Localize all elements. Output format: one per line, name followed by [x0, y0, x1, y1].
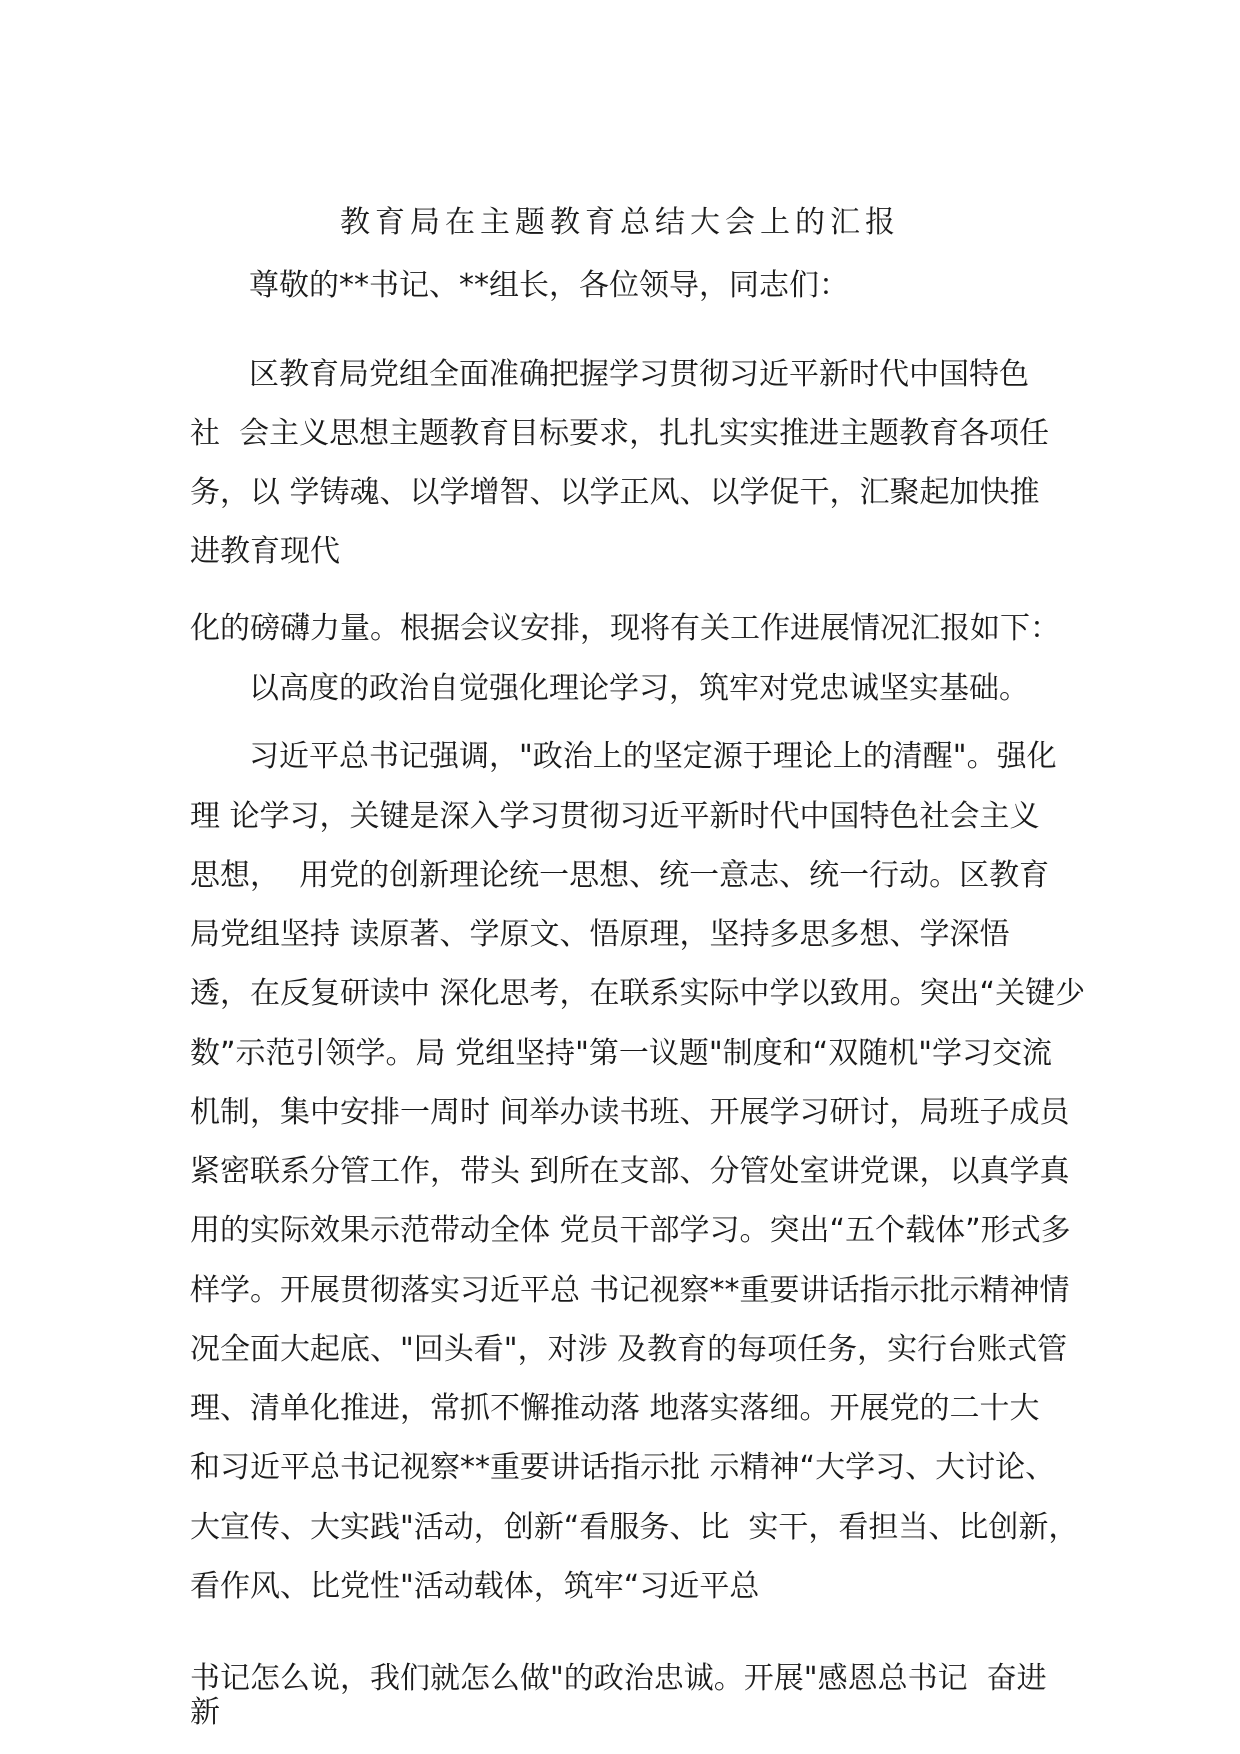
text-line: 看作风、比党性"活动载体，筑牢“习近平总 [190, 1569, 760, 1604]
text-line: 和习近平总书记视察**重要讲话指示批 示精神“大学习、大讨论、 [190, 1450, 1056, 1485]
text-line: 机制，集中安排一周时 间举办读书班、开展学习研讨，局班子成员 [190, 1095, 1070, 1130]
text-line: 思想， 用党的创新理论统一思想、统一意志、统一行动。区教育 [190, 858, 1050, 893]
text-line: 况全面大起底、"回头看"，对涉 及教育的每项任务，实行台账式管 [190, 1332, 1068, 1367]
text-line: 习近平总书记强调，"政治上的坚定源于理论上的清醒"。强化 [249, 739, 1057, 774]
text-line: 社 会主义思想主题教育目标要求，扎扎实实推进主题教育各项任 [190, 416, 1050, 451]
section-heading: 以高度的政治自觉强化理论学习，筑牢对党忠诚坚实基础。 [249, 671, 1029, 706]
text-line: 大宣传、大实践"活动，创新“看服务、比 实干，看担当、比创新， [190, 1510, 1079, 1545]
text-line: 样学。开展贯彻落实习近平总 书记视察**重要讲话指示批示精神情 [190, 1273, 1070, 1308]
text-line: 紧密联系分管工作，带头 到所在支部、分管处室讲党课，以真学真 [190, 1154, 1070, 1189]
text-line: 区教育局党组全面准确把握学习贯彻习近平新时代中国特色 [249, 357, 1029, 392]
text-line: 数”示范引领学。局 党组坚持"第一议题"制度和“双随机"学习交流 [190, 1036, 1053, 1071]
text-line: 理 论学习，关键是深入学习贯彻习近平新时代中国特色社会主义 [190, 799, 1040, 834]
document-title: 教育局在主题教育总结大会上的汇报 [340, 205, 900, 240]
text-line: 化的磅礴力量。根据会议安排，现将有关工作进展情况汇报如下： [190, 611, 1060, 646]
text-line: 透，在反复研读中 深化思考，在联系实际中学以致用。突出“关键少 [190, 976, 1086, 1011]
text-line: 局党组坚持 读原著、学原文、悟原理，坚持多思多想、学深悟 [190, 917, 1010, 952]
text-line: 理、清单化推进，常抓不懈推动落 地落实落细。开展党的二十大 [190, 1391, 1040, 1426]
text-line: 新 [190, 1695, 220, 1730]
text-line: 务，以 学铸魂、以学增智、以学正风、以学促干，汇聚起加快推 [190, 475, 1040, 510]
text-line: 书记怎么说，我们就怎么做"的政治忠诚。开展"感恩总书记 奋进 [190, 1661, 1047, 1696]
salutation: 尊敬的**书记、**组长，各位领导，同志们： [249, 268, 849, 303]
text-line: 进教育现代 [190, 534, 340, 569]
text-line: 用的实际效果示范带动全体 党员干部学习。突出“五个载体”形式多 [190, 1213, 1071, 1248]
